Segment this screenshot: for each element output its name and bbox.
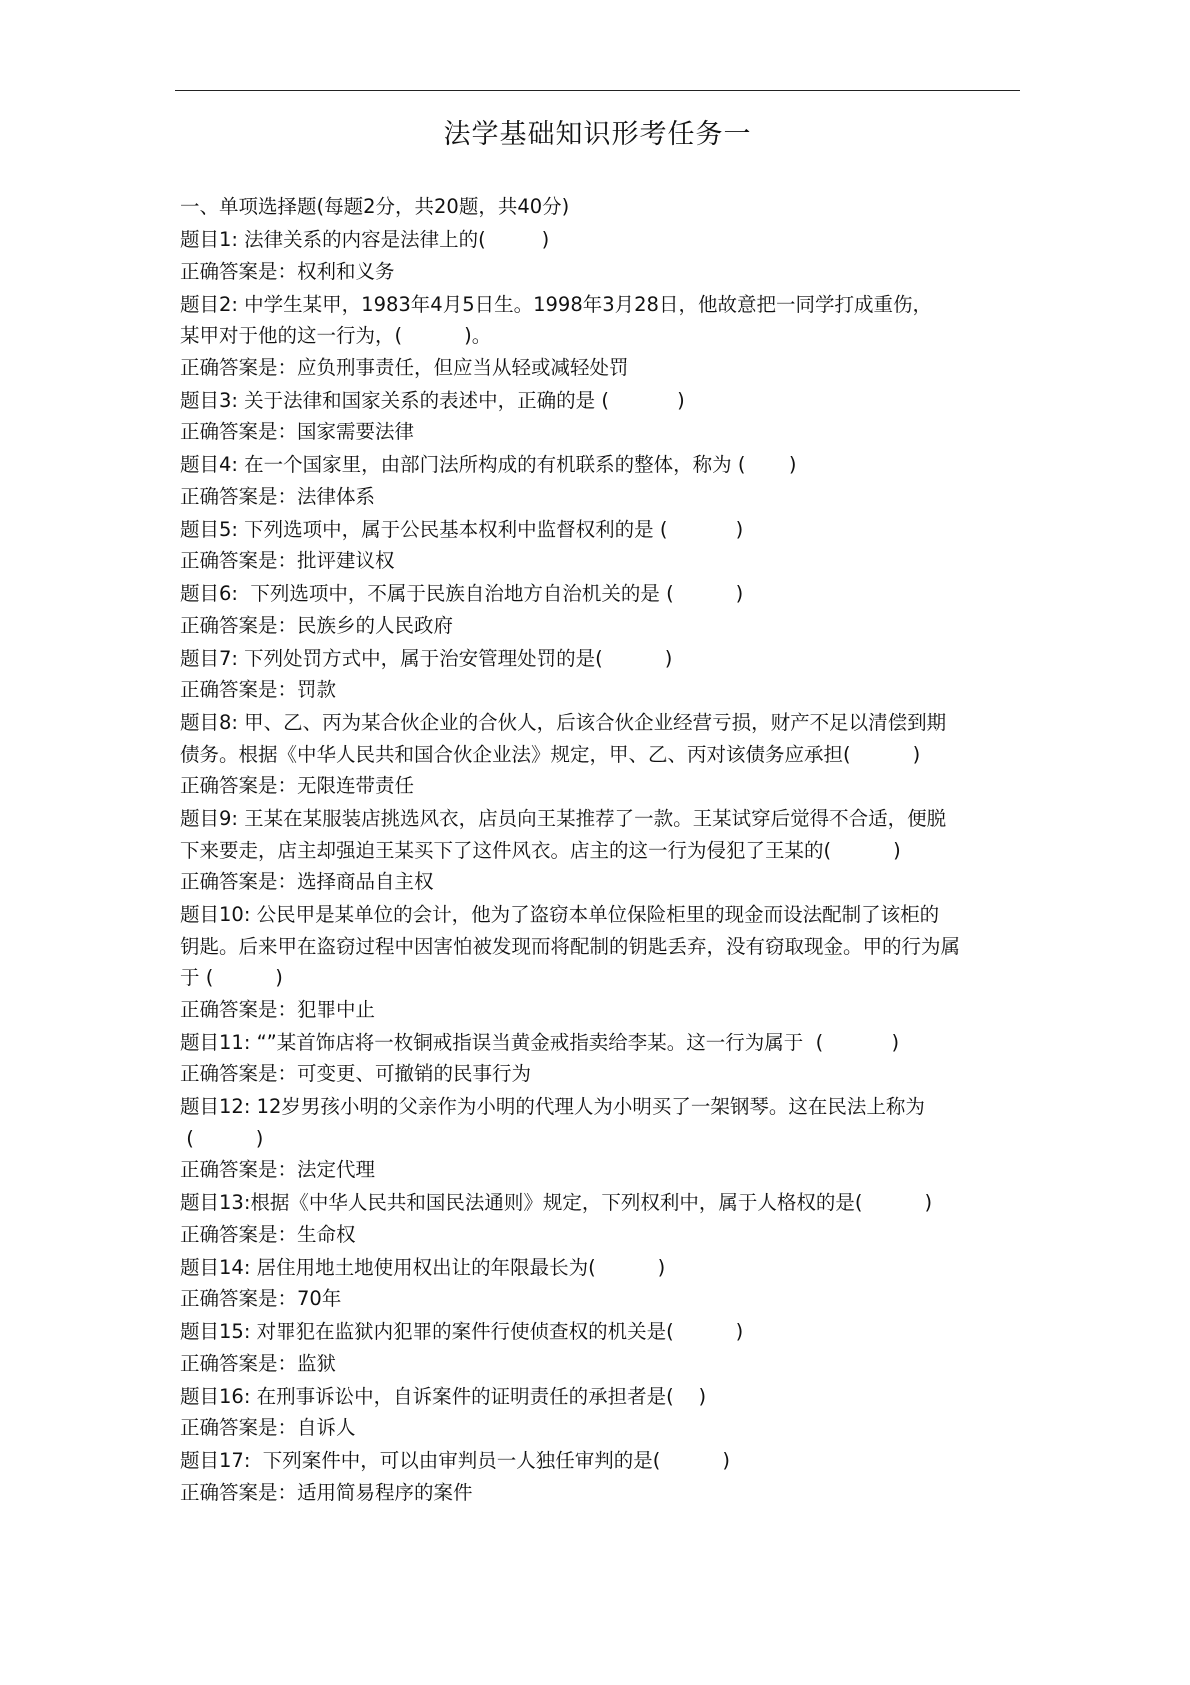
answer-text: 正确答案是：民族乡的人民政府 bbox=[180, 613, 454, 637]
question-item bbox=[180, 1091, 1030, 1186]
question-text: 题目7: 下列处罚方式中，属于治安管理处罚的是( ) bbox=[180, 646, 673, 670]
question-list bbox=[180, 224, 1030, 1508]
document-body bbox=[180, 191, 1030, 1510]
question-text: 题目8: 甲、乙、丙为某合伙企业的合伙人，后该合伙企业经营亏损，财产不足以清偿到期 债务。根据《中华人民共和国合伙企业法》规定，甲、乙、丙对该债务应承担( ) bbox=[180, 711, 947, 766]
answer-text: 正确答案是：国家需要法律 bbox=[180, 420, 415, 443]
question-item bbox=[180, 1381, 1030, 1444]
question-item bbox=[180, 514, 1030, 577]
question-text: 题目4: 在一个国家里，由部门法所构成的有机联系的整体，称为 ( ) bbox=[180, 453, 797, 476]
question-item bbox=[180, 1187, 1030, 1250]
answer-text: 正确答案是：应负刑事责任，但应当从轻或减轻处罚 bbox=[180, 355, 629, 379]
question-text: 题目9: 王某在某服装店挑选风衣，店员向王某推荐了一款。王某试穿后觉得不合适，便脱 下来要走，店主却强迫王某买下了这件风衣。店主的这一行为侵犯了王某的( ) bbox=[180, 807, 947, 862]
question-text: 题目2: 中学生某甲，1983年4月5日生。1998年3月28日，他故意把一同学打成重伤， 某甲对于他的这一行为，( )。 bbox=[180, 292, 932, 347]
section-heading: 一、单项选择题(每题2分，共20题，共40分) bbox=[180, 195, 570, 218]
question-text: 题目5: 下列选项中，属于公民基本权利中监督权利的是 ( ) bbox=[180, 517, 744, 541]
question-text: 题目1: 法律关系的内容是法律上的( ) bbox=[180, 228, 550, 251]
answer-text: 正确答案是：罚款 bbox=[180, 678, 337, 701]
question-text: 题目3: 关于法律和国家关系的表述中，正确的是 ( ) bbox=[180, 388, 685, 412]
question-text: 题目17: 下列案件中，可以由审判员一人独任审判的是( ) bbox=[180, 1449, 730, 1472]
answer-text: 正确答案是：可变更、可撤销的民事行为 bbox=[180, 1062, 532, 1085]
question-text: 题目16: 在刑事诉讼中，自诉案件的证明责任的承担者是( ) bbox=[180, 1384, 707, 1408]
question-text: 题目14: 居住用地土地使用权出让的年限最长为( ) bbox=[180, 1255, 666, 1279]
question-text: 题目11: “”某首饰店将一枚铜戒指误当黄金戒指卖给李某。这一行为属于 ( ) bbox=[180, 1030, 900, 1054]
answer-text: 正确答案是：自诉人 bbox=[180, 1416, 356, 1439]
question-item bbox=[180, 578, 1030, 641]
document-title: 法学基础知识形考任务一 bbox=[443, 119, 752, 150]
question-text: 题目13:根据《中华人民共和国民法通则》规定，下列权利中，属于人格权的是( ) bbox=[180, 1191, 933, 1214]
question-item bbox=[180, 1316, 1030, 1379]
answer-text: 正确答案是：适用简易程序的案件 bbox=[180, 1480, 473, 1504]
answer-text: 正确答案是：监狱 bbox=[180, 1351, 337, 1375]
answer-text: 正确答案是：法律体系 bbox=[180, 484, 376, 508]
header-rule bbox=[175, 90, 1020, 91]
answer-text: 正确答案是：生命权 bbox=[180, 1222, 356, 1246]
question-item bbox=[180, 643, 1030, 706]
answer-text: 正确答案是：犯罪中止 bbox=[180, 997, 376, 1021]
question-item bbox=[180, 1445, 1030, 1508]
question-item bbox=[180, 449, 1030, 512]
answer-text: 正确答案是：权利和义务 bbox=[180, 259, 395, 283]
question-item bbox=[180, 1027, 1030, 1090]
question-text: 题目10: 公民甲是某单位的会计，他为了盗窃本单位保险柜里的现金而设法配制了该柜的 钥匙。后来甲在盗窃过程中因害怕被发现而将配制的钥匙丢弃，没有窃取现金。甲的行为属 于 ( ) bbox=[180, 903, 961, 989]
question-text: 题目15: 对罪犯在监狱内犯罪的案件行使侦查权的机关是( ) bbox=[180, 1320, 744, 1343]
answer-text: 正确答案是：选择商品自主权 bbox=[180, 870, 434, 893]
answer-text: 正确答案是：法定代理 bbox=[180, 1158, 376, 1181]
answer-text: 正确答案是：批评建议权 bbox=[180, 549, 395, 572]
question-item bbox=[180, 289, 1030, 384]
question-item bbox=[180, 224, 1030, 287]
question-item bbox=[180, 803, 1030, 898]
question-item bbox=[180, 899, 1030, 1025]
question-item bbox=[180, 707, 1030, 802]
answer-text: 正确答案是：70年 bbox=[180, 1287, 342, 1310]
answer-text: 正确答案是：无限连带责任 bbox=[180, 774, 415, 797]
question-item bbox=[180, 385, 1030, 448]
question-text: 题目12: 12岁男孩小明的父亲作为小明的代理人为小明买了一架钢琴。这在民法上称为 ( ) bbox=[180, 1095, 925, 1150]
question-item bbox=[180, 1252, 1030, 1315]
question-text: 题目6: 下列选项中，不属于民族自治地方自治机关的是 ( ) bbox=[180, 582, 744, 605]
